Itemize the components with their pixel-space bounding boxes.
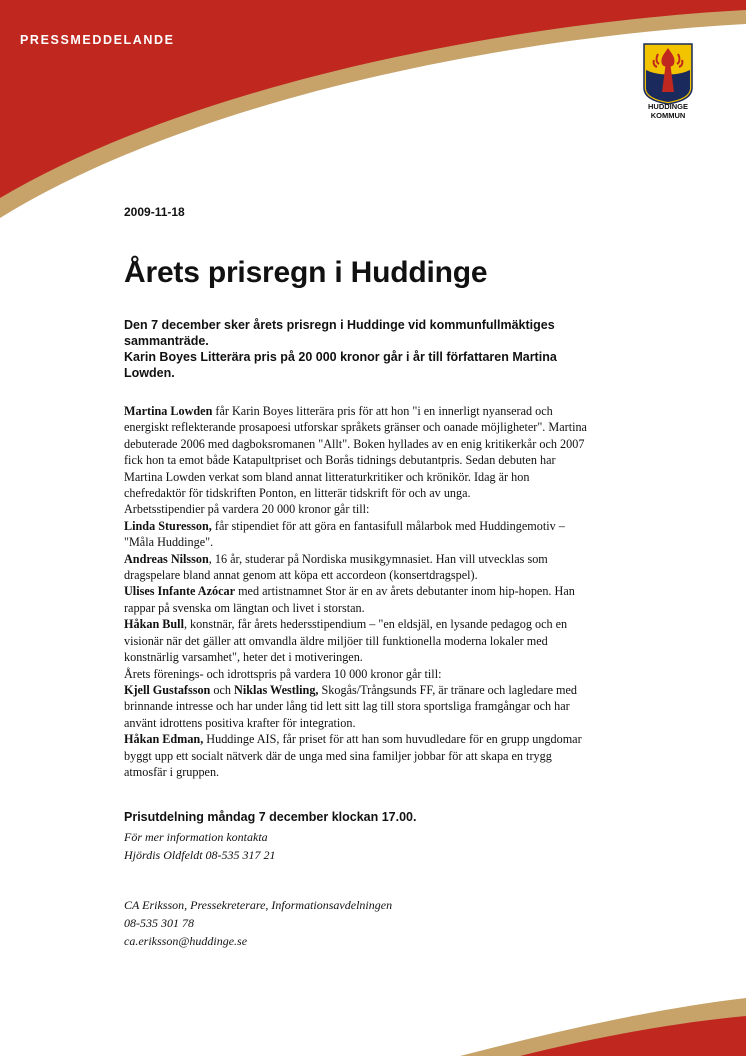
- prize-ceremony-line: Prisutdelning måndag 7 december klockan 17.00.: [124, 810, 417, 824]
- text-gustafsson-westling: Skogås/Trångsunds FF, är tränare och lagledare med brinnande intresse och har under lång tid lett sitt lag till stora sportsliga framgångar och har använt idrottens positiva krafter för integration.: [124, 682, 578, 730]
- text-ulises-infante: med artistnamnet Stor är en av årets debutanter inom hip-hopen. Han rappar på svenska om längtan och livet i storstan.: [124, 584, 575, 615]
- paragraph-andreas-nilsson: [124, 551, 594, 584]
- paragraph-martina-lowden: [124, 403, 594, 501]
- logo-line-2: KOMMUN: [650, 111, 686, 120]
- paragraph-hakan-bull: [124, 616, 594, 665]
- lead-line-2: Karin Boyes Litterära pris på 20 000 kronor går i år till författaren Martina Lowden.: [124, 350, 557, 380]
- body-text: [124, 403, 594, 780]
- signature-name: CA Eriksson, Pressekreterare, Informationsavdelningen: [124, 898, 393, 912]
- name-ulises-infante: Ulises Infante Azócar: [124, 584, 236, 599]
- paragraph-ulises-infante: [124, 583, 594, 616]
- contact-line-1: För mer information kontakta: [124, 830, 268, 844]
- paragraph-hakan-edman: [124, 731, 594, 780]
- signature-block: [124, 896, 392, 950]
- paragraph-linda-sturesson: [124, 518, 594, 551]
- contact-block: [124, 828, 276, 864]
- logo-wordmark: [636, 102, 700, 120]
- release-date: 2009-11-18: [124, 205, 185, 219]
- name-andreas-nilsson: Andreas Nilsson: [124, 551, 209, 566]
- name-linda-sturesson: Linda Sturesson,: [124, 518, 212, 533]
- name-hakan-bull: Håkan Bull: [124, 617, 184, 632]
- contact-line-2: Hjördis Oldfeldt 08-535 317 21: [124, 848, 276, 862]
- paragraph-gustafsson-westling: [124, 682, 594, 731]
- paragraph-club-prize-intro: Årets förenings- och idrottspris på vardera 10 000 kronor går till:: [124, 666, 442, 681]
- logo-line-1: HUDDINGE: [647, 102, 688, 111]
- signature-email[interactable]: ca.eriksson@huddinge.se: [124, 934, 248, 948]
- text-martina-lowden: får Karin Boyes litterära pris för att hon "i en innerligt nyanserad och energiskt reflekterande prosapoesi utforskar språkets gränser och oanade möjligheter". Martina debuterade 2006 med dagboksromanen "Allt". Boken hyllades av en enig kritikerkår och 2007 fick hon ta emot både Katapultpriset och Borås tidnings debutantpris. Sedan debuten har Martina Lowden verkat som bland annat litteraturkritiker och krönikör. Idag är hon chefredaktör för tidskriften Ponton, en litterär tidskrift för och av unga.: [124, 404, 587, 501]
- lead-line-1: Den 7 december sker årets prisregn i Huddinge vid kommunfullmäktiges sammanträde.: [124, 318, 555, 348]
- text-hakan-bull: , konstnär, får årets hedersstipendium – "en eldsjäl, en lysande pedagog och en visionär när det gäller att omvandla äldre miljöer till funktionella moderna lokaler med konstnärlig varsamhet", heter det i motiveringen.: [124, 617, 568, 665]
- text-and: och: [210, 682, 235, 697]
- text-andreas-nilsson: , 16 år, studerar på Nordiska musikgymnasiet. Han vill utvecklas som dragspelare bland annat genom att köpa ett accordeon (konsertdragspel).: [124, 551, 548, 583]
- text-linda-sturesson: får stipendiet för att göra en fantasifull målarbok med Huddingemotiv – "Måla Huddinge".: [124, 518, 565, 550]
- name-hakan-edman: Håkan Edman,: [124, 732, 204, 747]
- name-kjell-gustafsson: Kjell Gustafsson: [124, 682, 211, 697]
- name-niklas-westling: Niklas Westling,: [234, 682, 319, 697]
- signature-phone: 08-535 301 78: [124, 916, 194, 930]
- paragraph-work-grants-intro: Arbetsstipendier på vardera 20 000 kronor går till:: [124, 502, 370, 517]
- lead-paragraph: [124, 317, 604, 381]
- footer-red-swoosh: [520, 1016, 746, 1056]
- press-release-label: PRESSMEDDELANDE: [20, 33, 175, 47]
- name-martina-lowden: Martina Lowden: [124, 404, 213, 418]
- text-hakan-edman: Huddinge AIS, får priset för att han som huvudledare för en grupp ungdomar byggt upp ett socialt nätverk där de unga med sina familjer jobbar för att skapa en trygg atmosfär i gruppen.: [124, 732, 582, 779]
- footer-gold-swoosh: [460, 998, 746, 1056]
- page-title: Årets prisregn i Huddinge: [124, 256, 488, 289]
